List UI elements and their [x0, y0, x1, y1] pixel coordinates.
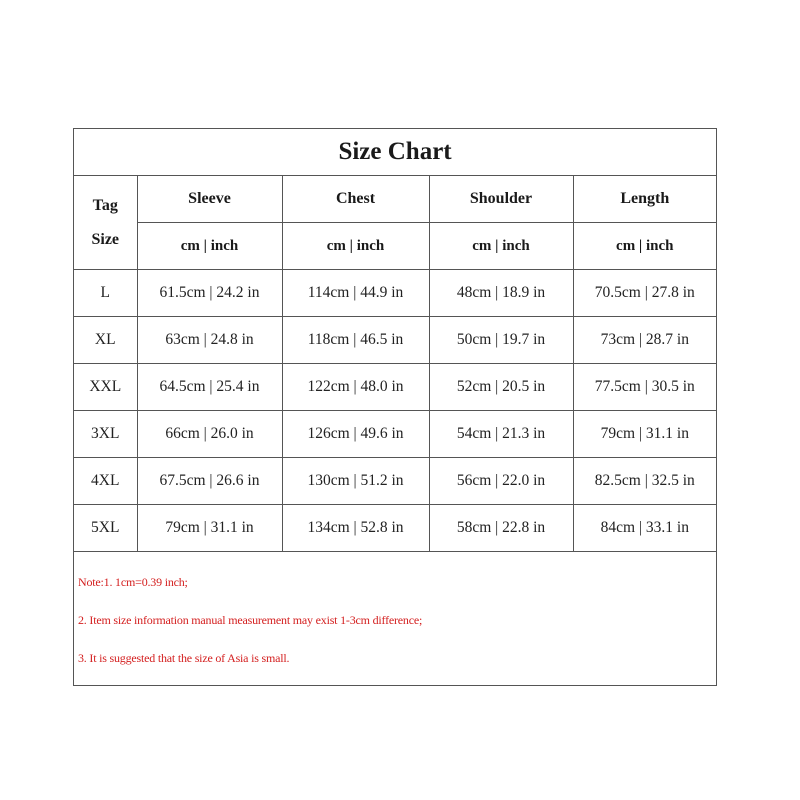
note-line-2: 2. Item size information manual measurement may exist 1-3cm difference; — [78, 613, 423, 627]
size-label: 4XL — [74, 458, 137, 505]
shoulder-cell: 54cm | 21.3 in — [429, 411, 573, 458]
chest-cell: 122cm | 48.0 in — [282, 364, 429, 411]
shoulder-cell: 56cm | 22.0 in — [429, 458, 573, 505]
shoulder-cell: 52cm | 20.5 in — [429, 364, 573, 411]
chest-cell: 118cm | 46.5 in — [282, 317, 429, 364]
unit-header-sleeve: cm | inch — [137, 223, 282, 270]
size-chart-table — [74, 129, 716, 552]
column-header-chest: Chest — [282, 176, 429, 223]
chest-cell: 126cm | 49.6 in — [282, 411, 429, 458]
length-cell: 82.5cm | 32.5 in — [573, 458, 716, 505]
length-cell: 79cm | 31.1 in — [573, 411, 716, 458]
sleeve-cell: 64.5cm | 25.4 in — [137, 364, 282, 411]
chest-cell: 130cm | 51.2 in — [282, 458, 429, 505]
note-line-1: Note:1. 1cm=0.39 inch; — [78, 575, 188, 589]
shoulder-cell: 48cm | 18.9 in — [429, 270, 573, 317]
table-row — [74, 505, 716, 552]
chest-cell: 134cm | 52.8 in — [282, 505, 429, 552]
table-row — [74, 411, 716, 458]
table-row — [74, 317, 716, 364]
column-header-length: Length — [573, 176, 716, 223]
shoulder-cell: 58cm | 22.8 in — [429, 505, 573, 552]
column-header-shoulder: Shoulder — [429, 176, 573, 223]
size-label: L — [74, 270, 137, 317]
size-chart-frame — [73, 128, 717, 686]
table-title: Size Chart — [74, 129, 716, 176]
sleeve-cell: 66cm | 26.0 in — [137, 411, 282, 458]
size-label: XXL — [74, 364, 137, 411]
column-header-sleeve: Sleeve — [137, 176, 282, 223]
table-row — [74, 364, 716, 411]
unit-header-chest: cm | inch — [282, 223, 429, 270]
sleeve-cell: 67.5cm | 26.6 in — [137, 458, 282, 505]
table-row — [74, 270, 716, 317]
length-cell: 84cm | 33.1 in — [573, 505, 716, 552]
unit-header-length: cm | inch — [573, 223, 716, 270]
tag-size-header — [74, 176, 137, 270]
sleeve-cell: 61.5cm | 24.2 in — [137, 270, 282, 317]
chest-cell: 114cm | 44.9 in — [282, 270, 429, 317]
unit-header-shoulder: cm | inch — [429, 223, 573, 270]
length-cell: 73cm | 28.7 in — [573, 317, 716, 364]
tag-size-line2: Size — [91, 230, 120, 248]
table-row — [74, 458, 716, 505]
note-line-3: 3. It is suggested that the size of Asia is small. — [78, 651, 290, 665]
size-label: XL — [74, 317, 137, 364]
sleeve-cell: 63cm | 24.8 in — [137, 317, 282, 364]
shoulder-cell: 50cm | 19.7 in — [429, 317, 573, 364]
length-cell: 70.5cm | 27.8 in — [573, 270, 716, 317]
size-label: 3XL — [74, 411, 137, 458]
tag-size-line1: Tag — [92, 196, 118, 214]
length-cell: 77.5cm | 30.5 in — [573, 364, 716, 411]
size-label: 5XL — [74, 505, 137, 552]
sleeve-cell: 79cm | 31.1 in — [137, 505, 282, 552]
